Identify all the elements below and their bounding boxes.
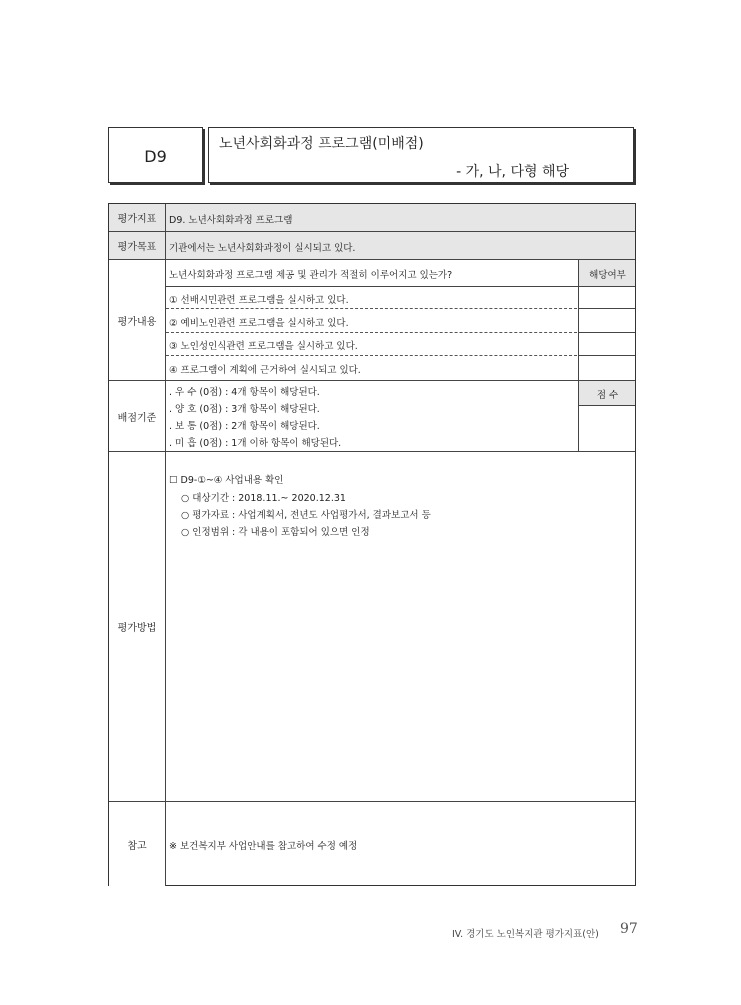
indicator-label: 평가지표	[117, 214, 157, 225]
content-question: 노년사회화과정 프로그램 제공 및 관리가 적절히 이루어지고 있는가?	[169, 270, 453, 281]
method-item: ☐ D9-①~④ 사업내용 확인	[169, 475, 284, 486]
column-divider	[165, 204, 166, 886]
score-item: . 우 수 (0점) : 4개 항목이 해당된다.	[169, 387, 320, 398]
page-number: 97	[620, 921, 638, 937]
score-item: . 미 흡 (0점) : 1개 이하 항목이 해당된다.	[169, 438, 342, 449]
row-divider	[109, 801, 635, 802]
indicator-code: D9	[144, 146, 167, 166]
indicator-code-box	[108, 127, 203, 183]
dashed-divider	[166, 355, 577, 356]
row-divider	[109, 380, 635, 381]
indicator-title-box	[208, 127, 634, 183]
row-divider	[578, 332, 635, 333]
row-divider	[109, 451, 635, 452]
goal-label: 평가목표	[117, 242, 157, 253]
row-divider	[109, 259, 635, 260]
method-item: ○ 인정범위 : 각 내용이 포함되어 있으면 인정	[181, 527, 370, 538]
row-divider	[166, 286, 635, 287]
row-divider	[578, 355, 635, 356]
row-divider	[109, 231, 635, 232]
method-item: ○ 평가자료 : 사업계획서, 전년도 사업평가서, 결과보고서 등	[181, 510, 431, 521]
content-item: ③ 노인성인식관련 프로그램을 실시하고 있다.	[169, 341, 358, 352]
score-header: 점 수	[596, 390, 619, 401]
content-item: ① 선배시민관련 프로그램을 실시하고 있다.	[169, 295, 349, 306]
dashed-divider	[166, 332, 577, 333]
indicator-title: 노년사회화과정 프로그램(미배점)	[219, 136, 424, 152]
score-item: . 양 호 (0점) : 3개 항목이 해당된다.	[169, 404, 320, 415]
note-label-cell	[109, 802, 165, 886]
method-label: 평가방법	[117, 623, 157, 634]
content-label-cell	[109, 260, 165, 380]
dashed-divider	[166, 308, 577, 309]
applicable-header: 해당여부	[589, 270, 626, 281]
row-divider	[578, 308, 635, 309]
indicator-value: D9. 노년사회화과정 프로그램	[169, 215, 293, 226]
score-item: . 보 통 (0점) : 2개 항목이 해당된다.	[169, 421, 320, 432]
evaluation-table	[108, 203, 636, 886]
footer-text: IV. 경기도 노인복지관 평가지표(안)	[452, 929, 599, 940]
method-label-cell	[109, 452, 165, 801]
goal-label-cell	[109, 232, 165, 259]
indicator-applicability: - 가, 나, 다형 해당	[456, 164, 569, 180]
score-label-cell	[109, 381, 165, 451]
note-value: ※ 보건복지부 사업안내를 참고하여 수정 예정	[169, 841, 358, 852]
content-item: ④ 프로그램이 계획에 근거하여 실시되고 있다.	[169, 365, 361, 376]
column-divider	[578, 259, 579, 451]
content-label: 평가내용	[117, 316, 157, 328]
indicator-label-cell	[109, 204, 165, 231]
goal-value: 기관에서는 노년사회화과정이 실시되고 있다.	[169, 243, 356, 254]
row-divider	[578, 405, 635, 406]
method-item: ○ 대상기간 : 2018.11.~ 2020.12.31	[181, 493, 346, 504]
note-label: 참고	[127, 840, 147, 852]
score-label: 배점기준	[117, 412, 157, 424]
content-item: ② 예비노인관련 프로그램을 실시하고 있다.	[169, 318, 349, 329]
